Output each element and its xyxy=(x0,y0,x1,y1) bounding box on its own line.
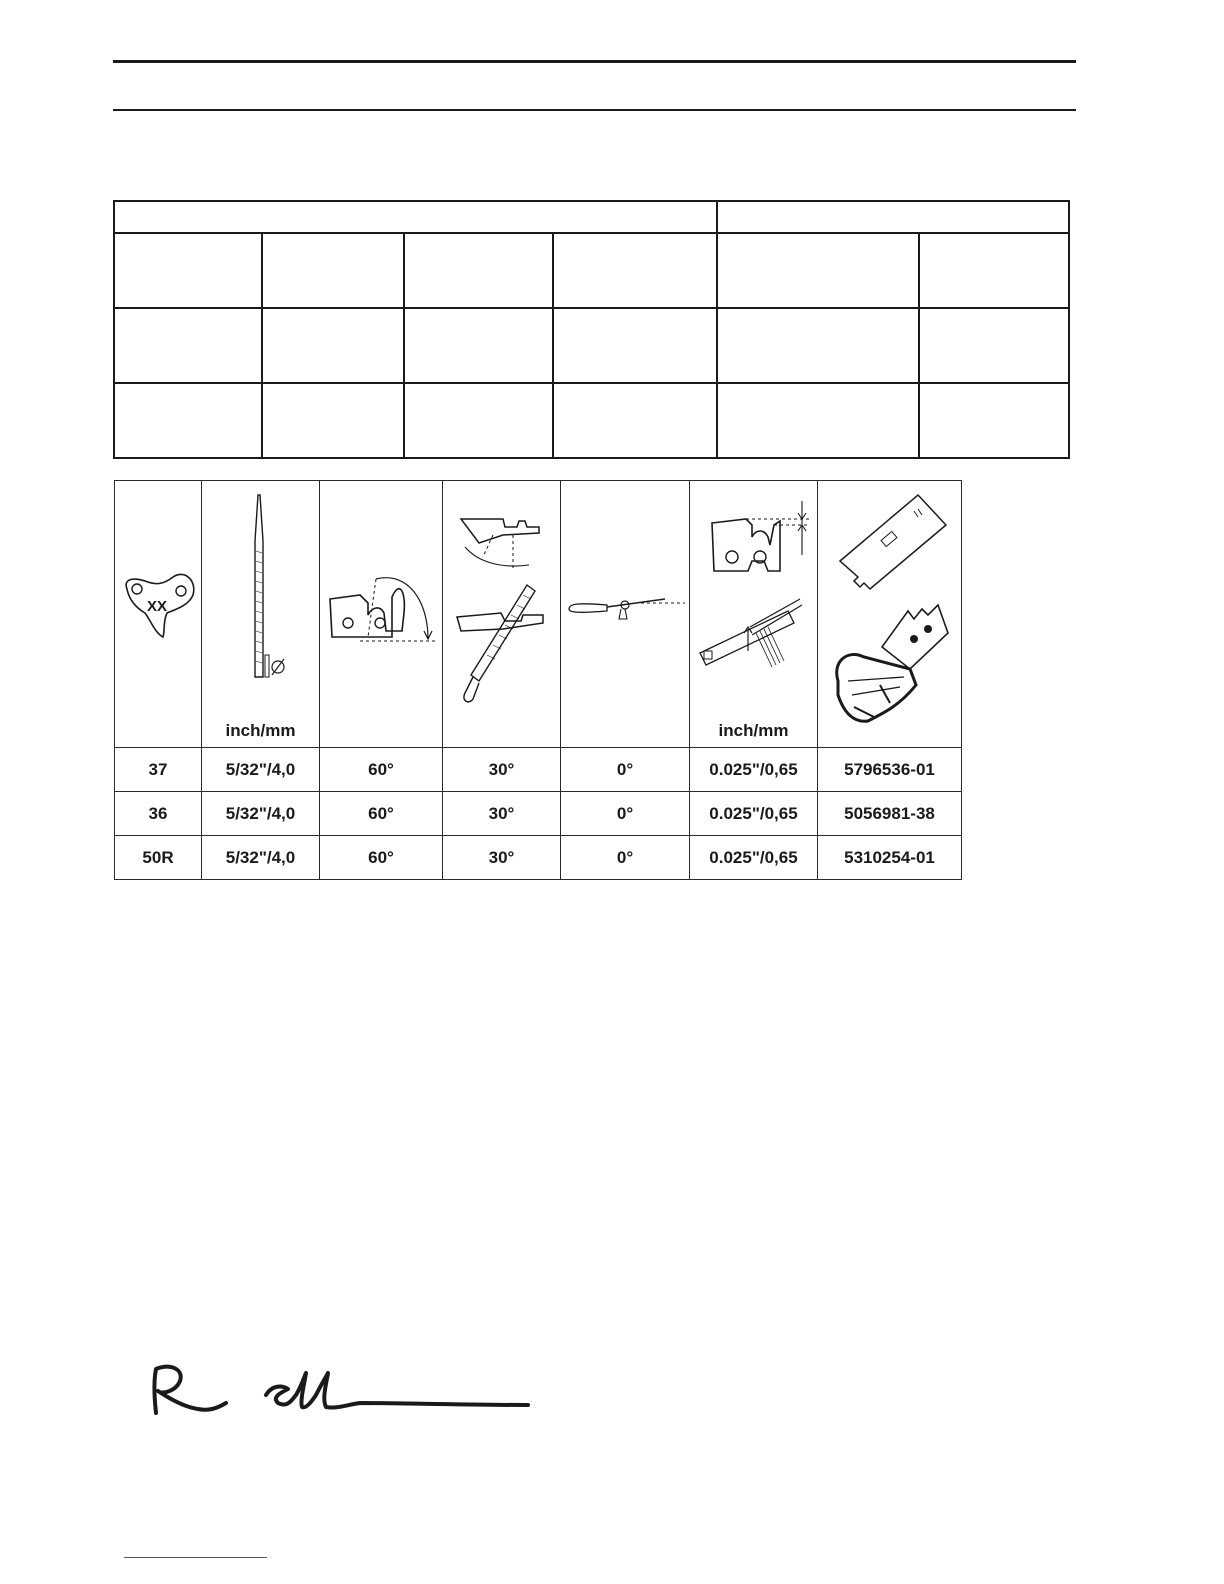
depth-unit-label: inch/mm xyxy=(718,721,789,740)
chain-cell: 37 xyxy=(115,748,202,792)
chain-link-icon xyxy=(115,481,202,747)
file-unit-label: inch/mm xyxy=(225,721,296,740)
depth-gauge-value-cell: 0.025"/0,65 xyxy=(690,748,818,792)
table-row xyxy=(115,836,962,880)
header-rule-bottom xyxy=(113,109,1076,111)
cutter-top-plate-angle-icon xyxy=(320,481,443,747)
depth-gauge-icon xyxy=(690,481,818,747)
side-angle-cell: 0° xyxy=(561,748,690,792)
depth-gauge-value-cell: 0.025"/0,65 xyxy=(690,792,818,836)
part-number-cell: 5796536-01 xyxy=(818,748,962,792)
round-file-cell xyxy=(202,481,320,748)
filing-angle-value-cell: 30° xyxy=(443,748,561,792)
part-number-cell: 5310254-01 xyxy=(818,836,962,880)
depth-gauge-cell xyxy=(690,481,818,748)
cutter-angle-cell xyxy=(320,481,443,748)
part-number-cell: 5056981-38 xyxy=(818,792,962,836)
handwritten-signature xyxy=(140,1355,540,1425)
chain-marking-label: XX xyxy=(146,598,168,615)
round-file-icon xyxy=(202,481,320,747)
blank-table xyxy=(113,200,1070,459)
chain-cell: 50R xyxy=(115,836,202,880)
top-plate-angle-cell: 60° xyxy=(320,836,443,880)
filing-angle-value-cell: 30° xyxy=(443,836,561,880)
chain-spec-table xyxy=(114,480,962,880)
filing-angle-value-cell: 30° xyxy=(443,792,561,836)
blank-table-group-right xyxy=(717,201,1069,233)
top-plate-angle-cell: 60° xyxy=(320,792,443,836)
file-diameter-cell: 5/32"/4,0 xyxy=(202,792,320,836)
side-angle-cell: 0° xyxy=(561,792,690,836)
header-rule-top xyxy=(113,60,1076,63)
table-row xyxy=(115,748,962,792)
blank-table-group-left xyxy=(114,201,717,233)
filing-angle-cell xyxy=(443,481,561,748)
file-diameter-cell: 5/32"/4,0 xyxy=(202,836,320,880)
depth-gauge-value-cell: 0.025"/0,65 xyxy=(690,836,818,880)
filing-angle-icon xyxy=(443,481,561,747)
footer-link-underline xyxy=(124,1557,267,1558)
table-row xyxy=(115,792,962,836)
file-holder-cell xyxy=(561,481,690,748)
side-angle-cell: 0° xyxy=(561,836,690,880)
filing-gauge-tool-icon xyxy=(818,481,962,747)
file-diameter-cell: 5/32"/4,0 xyxy=(202,748,320,792)
chain-cell: 36 xyxy=(115,792,202,836)
chain-link-cell xyxy=(115,481,202,748)
file-holder-icon xyxy=(561,481,690,747)
filing-gauge-cell xyxy=(818,481,962,748)
top-plate-angle-cell: 60° xyxy=(320,748,443,792)
